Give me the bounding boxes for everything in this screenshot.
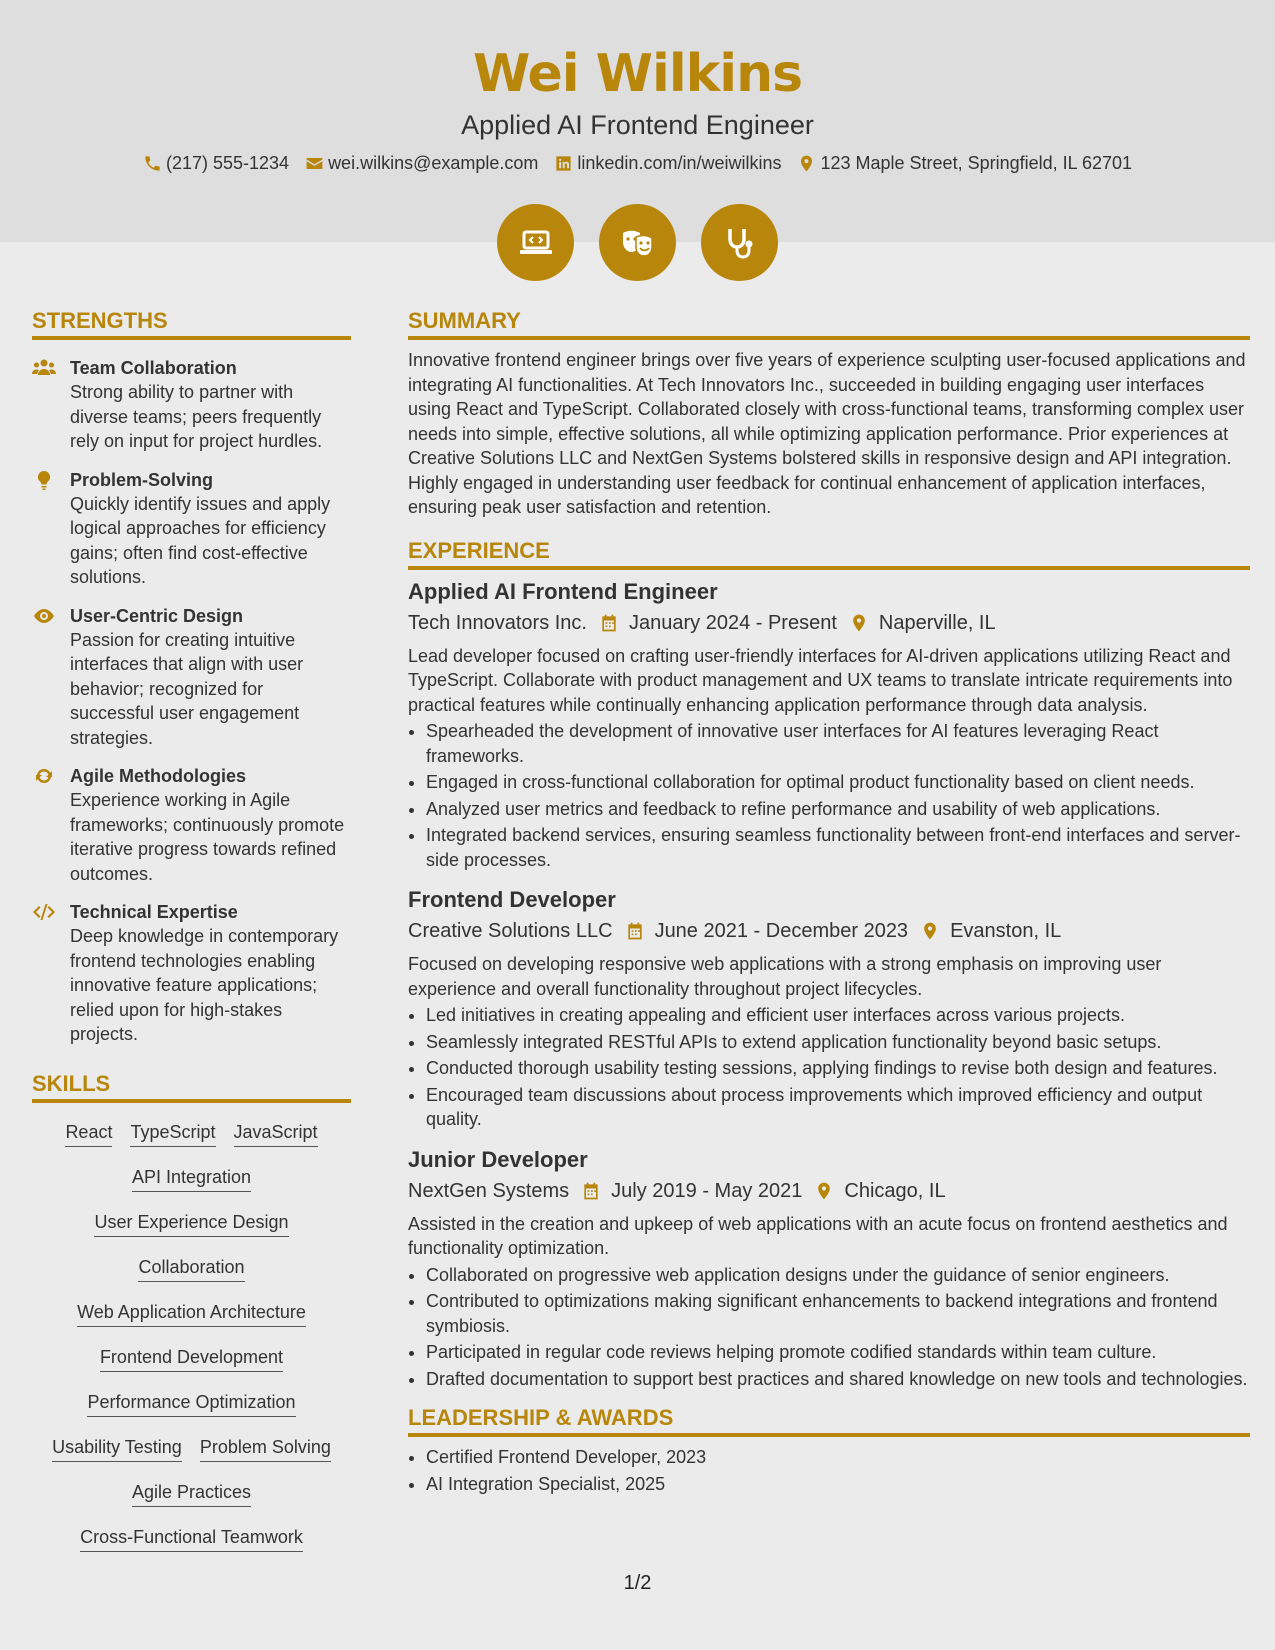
map-marker-icon (797, 154, 816, 173)
job-dates: July 2019 - May 2021 (611, 1179, 803, 1202)
right-column (408, 308, 1250, 1498)
job-meta (408, 610, 1250, 636)
strength-item (32, 900, 351, 1047)
job-title: Frontend Developer (408, 887, 616, 912)
address-text: 123 Maple Street, Springfield, IL 62701 (820, 153, 1133, 173)
skill-row (77, 1295, 306, 1340)
job-location: Naperville, IL (878, 611, 996, 634)
candidate-name: Wei Wilkins (472, 44, 803, 104)
skill-row (94, 1205, 288, 1250)
list-item: • Integrated backend services, ensuring seamless functionality between front-end interfaces and server-side processes. (426, 823, 1250, 872)
job-company: Tech Innovators Inc. (408, 611, 587, 634)
strength-title: Technical Expertise (70, 902, 238, 922)
theater-masks-icon (599, 204, 676, 281)
skill-row (132, 1160, 251, 1205)
eye-icon (32, 606, 56, 626)
strength-item (32, 604, 351, 751)
job-entry (408, 886, 1250, 1132)
skill-tag: API Integration (132, 1166, 251, 1192)
list-item: • Encouraged team discussions about process improvements which improved efficiency and output quality. (426, 1083, 1250, 1132)
strength-title: Problem-Solving (70, 469, 214, 490)
skill-tag: Collaboration (138, 1256, 244, 1282)
strength-desc: Quickly identify issues and apply logical approaches for efficiency gains; often find cost-effective solutions. (70, 493, 331, 587)
skill-row (138, 1250, 244, 1295)
job-bullets (408, 719, 1250, 872)
job-description: Lead developer focused on crafting user-friendly interfaces for AI-driven applications utilizing React and TypeScript. Collaborate with product management and UX teams to translate intricate requirements into practical features while continually enhancing application performance through data analysis. (408, 645, 1233, 715)
skills-list (32, 1115, 351, 1565)
job-company: NextGen Systems (408, 1179, 570, 1202)
skill-row (52, 1430, 331, 1475)
page-number: 1/2 (623, 1572, 652, 1594)
contact-linkedin[interactable] (554, 153, 781, 174)
list-item: • Participated in regular code reviews helping promote codified standards within team culture. (426, 1340, 1250, 1365)
contact-email[interactable] (305, 153, 538, 174)
job-company: Creative Solutions LLC (408, 920, 613, 942)
skill-row (80, 1520, 303, 1565)
list-item: • Conducted thorough usability testing sessions, applying findings to revise both design and features. (426, 1056, 1250, 1081)
contact-bar (0, 153, 1275, 174)
skill-tag: Web Application Architecture (77, 1301, 306, 1327)
map-marker-icon (814, 1181, 834, 1201)
contact-address (797, 153, 1132, 174)
calendar-icon (599, 613, 619, 633)
list-item: • Analyzed user metrics and feedback to refine performance and usability of web applications. (426, 797, 1250, 822)
job-list (408, 578, 1250, 1392)
strength-desc: Experience working in Agile frameworks; continuously promote iterative progress towards refined outcomes. (70, 790, 345, 884)
skill-row (87, 1385, 295, 1430)
job-title: Applied AI Frontend Engineer (408, 578, 718, 604)
skill-row (100, 1340, 283, 1385)
code-icon (32, 902, 56, 922)
skill-tag: Agile Practices (132, 1481, 251, 1507)
job-meta (408, 1178, 1250, 1204)
list-item: • Drafted documentation to support best practices and shared knowledge on new tools and technologies. (426, 1367, 1250, 1392)
strength-item (32, 468, 351, 590)
calendar-icon (581, 1181, 601, 1201)
job-bullets (408, 1003, 1250, 1132)
strength-title: Agile Methodologies (70, 766, 247, 786)
job-entry (408, 1146, 1250, 1392)
job-meta (408, 918, 1250, 944)
list-item: • Led initiatives in creating appealing and efficient user interfaces across various projects. (426, 1003, 1250, 1028)
experience-heading: EXPERIENCE (408, 538, 1250, 570)
users-icon (32, 358, 56, 378)
list-item: • Spearheaded the development of innovative user interfaces for AI features leveraging React frameworks. (426, 719, 1250, 768)
map-marker-icon (849, 613, 869, 633)
job-description: Assisted in the creation and upkeep of web applications with an acute focus on frontend aesthetics and functionality optimization. (408, 1213, 1228, 1258)
phone-icon (143, 154, 162, 173)
list-item: • Seamlessly integrated RESTful APIs to extend application functionality beyond basic setups. (426, 1030, 1250, 1055)
linkedin-icon (554, 154, 573, 173)
left-column (32, 308, 351, 1565)
leadership-list (408, 1445, 1250, 1496)
strength-title: User-Centric Design (70, 605, 244, 626)
summary-heading: SUMMARY (408, 308, 1250, 340)
candidate-title: Applied AI Frontend Engineer (461, 110, 814, 140)
skills-heading: SKILLS (32, 1071, 351, 1103)
skill-tag: TypeScript (130, 1121, 215, 1147)
email-text: wei.wilkins@example.com (328, 153, 539, 173)
strength-title: Team Collaboration (70, 358, 237, 378)
list-item: • Certified Frontend Developer, 2023 (426, 1445, 1250, 1470)
job-location: Chicago, IL (844, 1179, 946, 1202)
skill-tag: Frontend Development (100, 1346, 283, 1372)
leadership-heading: LEADERSHIP & AWARDS (408, 1405, 1250, 1437)
strengths-heading: STRENGTHS (32, 308, 351, 340)
list-item: • Collaborated on progressive web application designs under the guidance of senior engineers. (426, 1263, 1250, 1288)
job-description: Focused on developing responsive web applications with a strong emphasis on improving user experience and overall functionality throughout project lifecycles. (408, 954, 1162, 999)
job-dates: June 2021 - December 2023 (654, 920, 909, 942)
job-bullets (408, 1263, 1250, 1392)
skill-tag: Usability Testing (52, 1436, 182, 1462)
summary-text: Innovative frontend engineer brings over five years of experience sculpting user-focused applications and integrating AI functionalities. At Tech Innovators Inc., succeeded in building engaging user interfaces using React and TypeScript. Collaborated closely with cross-functional teams, transforming complex user needs into simple, effective solutions, all while optimizing application performance. Prior experiences at Creative Solutions LLC and NextGen Systems bolstered skills in responsive design and API integration. Highly engaged in understanding user feedback for continual enhancement of application interfaces, ensuring peak user satisfaction and retention. (408, 350, 1246, 517)
job-location: Evanston, IL (950, 920, 1062, 942)
calendar-icon (625, 921, 645, 941)
strength-desc: Deep knowledge in contemporary frontend technologies enabling innovative feature applications; relied upon for high-stakes projects. (70, 926, 339, 1044)
skill-tag: Performance Optimization (87, 1391, 295, 1417)
skill-tag: Cross-Functional Teamwork (80, 1526, 303, 1552)
strength-item (32, 764, 351, 886)
skill-row (132, 1475, 251, 1520)
list-item: • Engaged in cross-functional collaboration for optimal product functionality based on client needs. (426, 770, 1250, 795)
job-dates: January 2024 - Present (628, 611, 837, 634)
envelope-icon (305, 154, 324, 173)
list-item: • AI Integration Specialist, 2025 (426, 1472, 1250, 1497)
strength-desc: Passion for creating intuitive interfaces that align with user behavior; recognized for successful user engagement strategies. (70, 629, 304, 748)
contact-phone[interactable] (143, 153, 289, 174)
list-item: • Contributed to optimizations making significant enhancements to backend integrations and frontend symbiosis. (426, 1289, 1250, 1338)
strength-item (32, 356, 351, 454)
strength-desc: Strong ability to partner with diverse teams; peers frequently rely on input for project hurdles. (70, 382, 323, 451)
stethoscope-icon (701, 204, 778, 281)
job-entry (408, 578, 1250, 873)
linkedin-text: linkedin.com/in/weiwilkins (577, 153, 782, 173)
skill-tag: React (65, 1121, 112, 1147)
phone-text: (217) 555-1234 (165, 153, 290, 173)
skill-tag: JavaScript (234, 1121, 318, 1147)
skill-tag: Problem Solving (200, 1436, 331, 1462)
job-title: Junior Developer (408, 1146, 588, 1172)
map-marker-icon (920, 921, 940, 941)
laptop-code-icon (497, 204, 574, 281)
skill-tag: User Experience Design (94, 1211, 288, 1237)
sync-icon (32, 766, 56, 786)
skill-row (65, 1115, 317, 1160)
interest-icons (0, 204, 1275, 281)
lightbulb-icon (32, 470, 56, 490)
